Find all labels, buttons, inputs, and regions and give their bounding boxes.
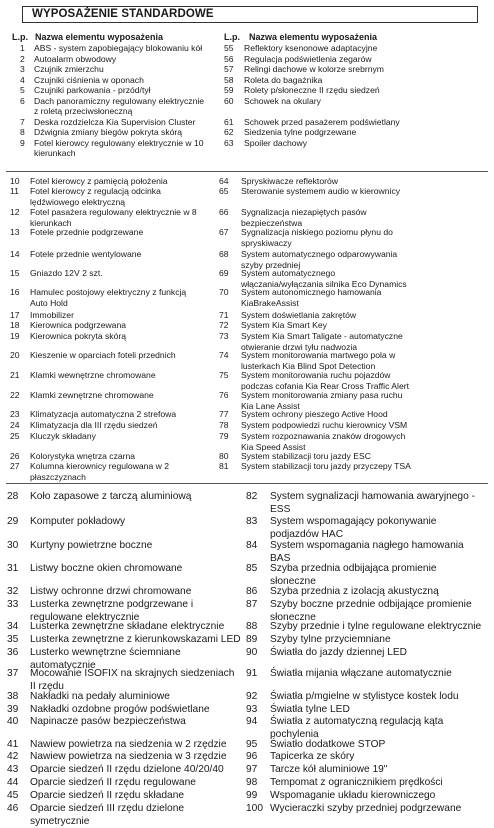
item-name: Oparcie siedzeń III rzędu dzielone: [30, 803, 185, 814]
item-number: 87: [246, 599, 258, 610]
item-name: Nakładki na pedały aluminiowe: [30, 691, 170, 702]
item-number: 91: [246, 668, 258, 679]
item-number: 33: [7, 599, 19, 610]
item-number: 98: [246, 777, 258, 788]
item-name: ABS - system zapobiegający blokowaniu kół: [34, 43, 203, 53]
item-number: 90: [246, 647, 258, 658]
item-number: 55: [224, 43, 234, 53]
item-name: kierunkach: [30, 218, 72, 228]
item-number: 31: [7, 563, 19, 574]
item-number: 73: [219, 331, 229, 341]
item-number: 74: [219, 350, 229, 360]
item-name: System ochrony pieszego Active Hood: [241, 409, 388, 419]
item-number: 68: [219, 249, 229, 259]
item-name: spryskiwaczy: [241, 238, 292, 248]
item-number: 15: [10, 268, 20, 278]
item-number: 36: [7, 647, 19, 658]
item-number: 22: [10, 390, 20, 400]
item-number: 16: [10, 287, 20, 297]
item-name: Szyby przednie i tylne regulowane elektrycznie: [270, 621, 482, 632]
item-name: Czujniki parkowania - przód/tył: [34, 85, 151, 95]
item-name: System Kia Smart Taligate - automatyczne: [241, 331, 403, 341]
item-number: 78: [219, 420, 229, 430]
item-name: słoneczne: [270, 612, 316, 623]
item-name: Światła z automatyczną regulacją kąta: [270, 716, 444, 727]
item-name: Rolety p/słoneczne II rzędu siedzeń: [244, 85, 380, 95]
item-number: 56: [224, 53, 234, 64]
item-number: 88: [246, 621, 258, 632]
item-name: podjazdów HAC: [270, 529, 344, 540]
item-number: 85: [246, 563, 258, 574]
item-name: Fotel pasażera regulowany elektrycznie w 8: [30, 207, 197, 217]
item-number: 72: [219, 320, 229, 330]
item-name: Światła mijania włączane automatycznie: [270, 668, 452, 679]
item-name: Kia Lane Assist: [241, 401, 300, 411]
item-name: symetrycznie: [30, 816, 90, 827]
item-number: 60: [224, 95, 234, 106]
section-divider-2: [6, 483, 488, 484]
item-name: Klimatyzacja dla III rzędu siedzeń: [30, 420, 158, 430]
item-number: 13: [10, 227, 20, 237]
item-number: 76: [219, 390, 229, 400]
item-name: ESS: [270, 504, 291, 515]
item-name: automatycznie: [30, 660, 96, 671]
item-name: Autoalarm obwodowy: [34, 53, 117, 64]
item-number: 46: [7, 803, 19, 814]
item-name: Kieszenie w oparciach foteli przednich: [30, 350, 176, 360]
item-name: Schowek na okulary: [244, 95, 321, 106]
item-name: Światła p/mgielne w stylistyce kostek lodu: [270, 691, 459, 702]
item-number: 67: [219, 227, 229, 237]
item-number: 35: [7, 634, 19, 645]
item-name: Kolumna kierownicy regulowana w 2: [30, 461, 170, 471]
item-name: Nawiew powietrza na siedzenia w 3 rzędzie: [30, 751, 227, 762]
header-lp-left: L.p.: [12, 32, 28, 42]
item-number: 97: [246, 764, 258, 775]
item-name: System podpowiedzi ruchu kierownicy VSM: [241, 420, 408, 430]
item-number: 7: [20, 116, 25, 127]
item-name: Hamulec postojowy elektryczny z funkcją: [30, 287, 187, 297]
item-name: BAS: [270, 553, 291, 564]
item-name: Szyba przednia z izolacją akustyczną: [270, 586, 439, 597]
item-name: Szyba przednia odbijająca promienie: [270, 563, 437, 574]
item-number: 96: [246, 751, 258, 762]
item-name: Dźwignia zmiany biegów pokryta skórą: [34, 127, 183, 137]
item-name: Relingi dachowe w kolorze srebrnym: [244, 64, 384, 74]
item-number: 81: [219, 461, 229, 471]
item-number: 20: [10, 350, 20, 360]
item-number: 37: [7, 668, 19, 679]
item-number: 21: [10, 370, 20, 380]
item-number: 82: [246, 491, 258, 502]
item-number: 12: [10, 207, 20, 217]
item-number: 14: [10, 249, 20, 259]
item-name: II rzędu: [30, 681, 64, 692]
item-name: Nakładki ozdobne progów podświetlane: [30, 704, 210, 715]
item-name: Siedzenia tylne podgrzewane: [244, 127, 357, 137]
item-number: 44: [7, 777, 19, 788]
item-name: Sygnalizacja niskiego poziomu płynu do: [241, 227, 393, 237]
item-name: System stabilizacji toru jazdy ESC: [241, 451, 371, 461]
item-number: 5: [20, 85, 25, 95]
header-name-right: Nazwa elementu wyposażenia: [249, 32, 378, 42]
item-name: Fotele przednie wentylowane: [30, 249, 142, 259]
item-name: System autonomicznego hamowania: [241, 287, 382, 297]
item-name: System monitorowania zmiany pasa ruchu: [241, 390, 403, 400]
item-name: Lusterko wewnętrzne ściemniane: [30, 647, 181, 658]
item-name: z roletą przeciwsłoneczną: [34, 106, 133, 116]
item-name: Roleta do bagażnika: [244, 74, 323, 85]
item-number: 83: [246, 516, 258, 527]
item-number: 41: [7, 739, 19, 750]
item-name: Kluczyk składany: [30, 431, 96, 441]
item-name: Komputer pokładowy: [30, 516, 126, 527]
item-number: 99: [246, 790, 258, 801]
item-name: Kolorystyka wnętrza czarna: [30, 451, 136, 461]
item-name: Nawiew powietrza na siedzenia w 2 rzędzie: [30, 739, 227, 750]
item-name: System automatycznego: [241, 268, 336, 278]
item-name: Tempomat z ogranicznikiem prędkości: [270, 777, 443, 788]
item-name: otwieranie drzwi tyłu nadwozia: [241, 342, 358, 352]
item-number: 57: [224, 64, 234, 74]
item-name: Mocowanie ISOFIX na skrajnych siedzeniach: [30, 668, 235, 679]
item-number: 63: [224, 137, 234, 148]
item-name: bezpieczeństwa: [241, 218, 303, 228]
page-title: WYPOSAŻENIE STANDARDOWE: [32, 8, 214, 20]
item-number: 6: [20, 95, 25, 106]
item-name: Schowek przed pasażerem podświetlany: [244, 116, 400, 127]
item-name: Spoiler dachowy: [244, 137, 308, 148]
item-name: System doświetlania zakrętów: [241, 310, 357, 320]
item-name: Deska rozdzielcza Kia Supervision Cluster: [34, 116, 196, 127]
item-name: lędźwiowego elektryczną: [30, 197, 126, 207]
item-name: włączania/wyłączania silnika Eco Dynamics: [241, 279, 407, 289]
item-number: 43: [7, 764, 19, 775]
item-number: 65: [219, 186, 229, 196]
item-number: 75: [219, 370, 229, 380]
item-name: Listwy ochronne drzwi chromowane: [30, 586, 192, 597]
item-number: 94: [246, 716, 258, 727]
item-name: Klimatyzacja automatyczna 2 strefowa: [30, 409, 177, 419]
item-number: 4: [20, 74, 25, 85]
item-number: 86: [246, 586, 258, 597]
item-number: 19: [10, 331, 20, 341]
item-number: 2: [20, 53, 25, 64]
item-number: 25: [10, 431, 20, 441]
item-name: System monitorowania ruchu pojazdów: [241, 370, 391, 380]
item-name: słoneczne: [270, 576, 316, 587]
item-number: 23: [10, 409, 20, 419]
item-number: 45: [7, 790, 19, 801]
section-divider-1: [6, 171, 488, 172]
item-number: 11: [10, 186, 19, 196]
item-number: 59: [224, 85, 234, 95]
item-number: 1: [20, 43, 25, 53]
item-name: Sterowanie systemem audio w kierownicy: [241, 186, 401, 196]
item-number: 10: [10, 176, 20, 186]
item-number: 84: [246, 540, 258, 551]
item-number: 32: [7, 586, 19, 597]
item-name: Kierownica podgrzewana: [30, 320, 127, 330]
item-number: 39: [7, 704, 19, 715]
item-number: 77: [219, 409, 229, 419]
item-name: regulowane elektrycznie: [30, 612, 140, 623]
item-number: 70: [219, 287, 229, 297]
item-number: 61: [224, 116, 234, 127]
item-number: 29: [7, 516, 19, 527]
item-name: Światła do jazdy dziennej LED: [270, 647, 408, 658]
item-name: Napinacze pasów bezpieczeństwa: [30, 716, 186, 727]
item-name: lusterkach Kia Blind Spot Detection: [241, 361, 376, 371]
item-name: Światło dodatkowe STOP: [270, 739, 386, 750]
item-name: Tapicerka ze skóry: [270, 751, 355, 762]
item-number: 27: [10, 461, 20, 471]
item-name: Koło zapasowe z tarczą aluminiową: [30, 491, 192, 502]
item-name: Reflektory ksenonowe adaptacyjne: [244, 43, 378, 53]
item-name: System sygnalizacji hamowania awaryjnego -: [270, 491, 475, 502]
item-name: płaszczyznach: [30, 472, 86, 482]
item-name: Fotele przednie podgrzewane: [30, 227, 144, 237]
item-name: KiaBrakeAssist: [241, 298, 299, 308]
item-name: Tarcze kół aluminiowe 19": [270, 764, 388, 775]
item-name: System rozpoznawania znaków drogowych: [241, 431, 406, 441]
item-number: 71: [219, 310, 229, 320]
item-name: Klamki zewnętrzne chromowane: [30, 390, 154, 400]
item-name: Spryskiwacze reflektorów: [241, 176, 338, 186]
item-number: 3: [20, 64, 25, 74]
item-number: 79: [219, 431, 229, 441]
item-number: 30: [7, 540, 19, 551]
item-number: 92: [246, 691, 258, 702]
item-name: Kurtyny powietrzne boczne: [30, 540, 153, 551]
item-name: Oparcie siedzeń II rzędu składane: [30, 790, 185, 801]
header-name-left: Nazwa elementu wyposażenia: [35, 32, 164, 42]
item-name: Listwy boczne okien chromowane: [30, 563, 183, 574]
item-number: 8: [20, 127, 25, 137]
item-name: Regulacja podświetlenia zegarów: [244, 53, 372, 64]
item-name: kierunkach: [34, 148, 76, 158]
item-name: System automatycznego odparowywania: [241, 249, 398, 259]
item-number: 66: [219, 207, 229, 217]
item-number: 17: [10, 310, 20, 320]
item-number: 89: [246, 634, 258, 645]
item-number: 93: [246, 704, 258, 715]
item-name: Wycieraczki szyby przedniej podgrzewane: [270, 803, 462, 814]
item-number: 64: [219, 176, 229, 186]
item-number: 26: [10, 451, 20, 461]
item-name: Oparcie siedzeń II rzędu dzielone 40/20/40: [30, 764, 224, 775]
item-name: Szyby boczne przednie odbijające promienie: [270, 599, 472, 610]
item-number: 28: [7, 491, 19, 502]
header-lp-right: L.p.: [224, 32, 240, 42]
item-name: Dach panoramiczny regulowany elektrycznie: [34, 95, 205, 106]
item-number: 18: [10, 320, 20, 330]
item-name: System stabilizacji toru jazdy przyczepy TSA: [241, 461, 411, 471]
title-box: [22, 6, 478, 23]
item-name: pochylenia: [270, 729, 319, 740]
item-name: Światła tylne LED: [270, 704, 350, 715]
item-number: 9: [20, 137, 25, 148]
item-name: Kierownica pokryta skórą: [30, 331, 127, 341]
item-name: podczas cofania Kia Rear Cross Traffic Alert: [241, 381, 409, 391]
item-name: Fotel kierowcy regulowany elektrycznie w 10: [34, 137, 204, 148]
item-name: Lusterka zewnętrzne podgrzewane i: [30, 599, 194, 610]
item-name: Gniazdo 12V 2 szt.: [30, 268, 103, 278]
item-number: 100: [246, 803, 263, 814]
item-name: Auto Hold: [30, 298, 68, 308]
item-number: 80: [219, 451, 229, 461]
item-number: 24: [10, 420, 20, 430]
item-name: szyby przedniej: [241, 260, 301, 270]
item-name: System Kia Smart Key: [241, 320, 327, 330]
item-number: 34: [7, 621, 19, 632]
item-name: Immobilizer: [30, 310, 74, 320]
item-number: 62: [224, 127, 234, 137]
item-name: Kia Speed Assist: [241, 442, 306, 452]
item-number: 58: [224, 74, 234, 85]
item-name: System wspomagania nagłego hamowania: [270, 540, 464, 551]
item-number: 95: [246, 739, 258, 750]
item-number: 40: [7, 716, 19, 727]
item-name: Lusterka zewnętrzne z kierunkowskazami LED: [30, 634, 241, 645]
item-name: Oparcie siedzeń II rzędu regulowane: [30, 777, 196, 788]
item-number: 69: [219, 268, 229, 278]
item-name: Fotel kierowcy z pamięcią położenia: [30, 176, 168, 186]
item-name: Fotel kierowcy z regulacją odcinka: [30, 186, 161, 196]
item-number: 38: [7, 691, 19, 702]
item-name: System wspomagający pokonywanie: [270, 516, 437, 527]
item-name: Czujniki ciśnienia w oponach: [34, 74, 144, 85]
item-name: Sygnalizacja niezapiętych pasów: [241, 207, 367, 217]
item-name: Czujnik zmierzchu: [34, 64, 104, 74]
item-name: Wspomaganie układu kierowniczego: [270, 790, 436, 801]
item-name: System monitorowania martwego pola w: [241, 350, 396, 360]
item-name: Lusterka zewnętrzne składane elektrycznie: [30, 621, 225, 632]
item-name: Klamki wewnętrzne chromowane: [30, 370, 156, 380]
item-name: Szyby tylne przyciemniane: [270, 634, 391, 645]
item-number: 42: [7, 751, 19, 762]
